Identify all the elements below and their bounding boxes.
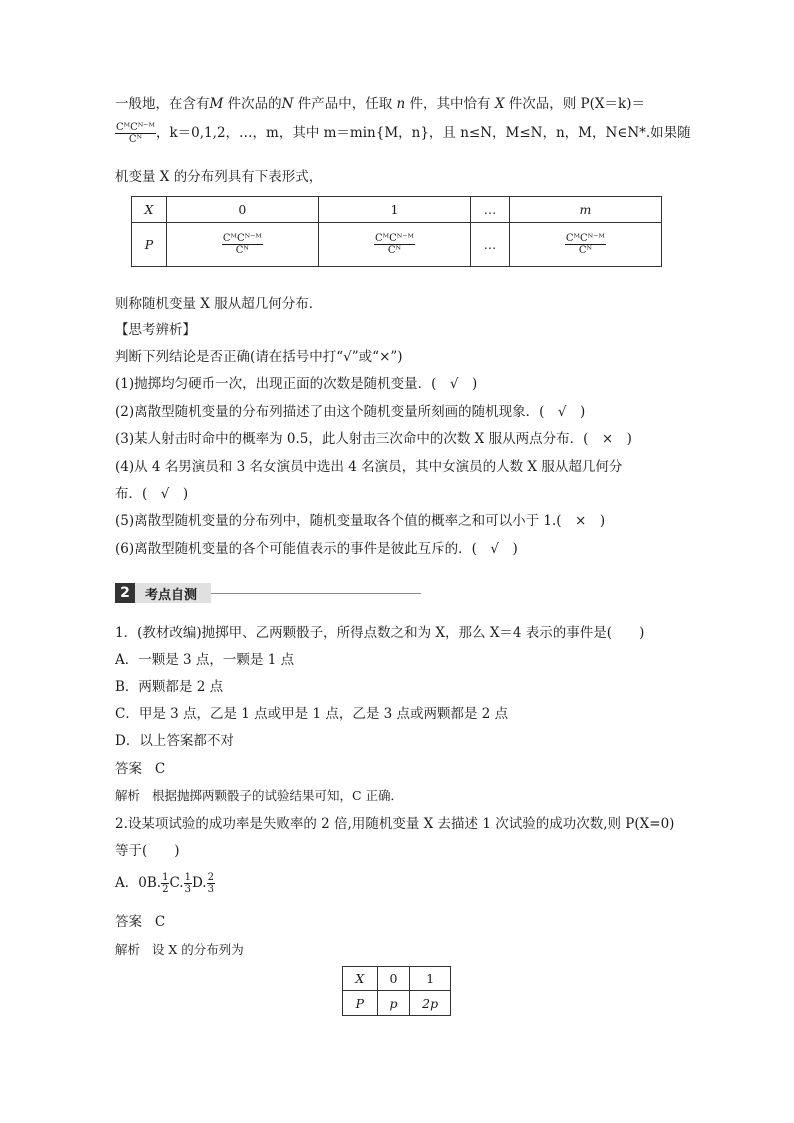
fraction-denominator: 3	[207, 884, 214, 895]
formula-denominator: Cᴺ	[235, 245, 249, 256]
think-item-6: (6)离散型随机变量的各个可能值表示的事件是彼此互斥的．( √ )	[115, 541, 518, 557]
think-item-1: (1)抛掷均匀硬币一次，出现正面的次数是随机变量．( √ )	[115, 376, 478, 392]
hypergeometric-formula	[115, 122, 156, 145]
table-cell: P	[132, 223, 167, 267]
definition-conclusion: 则称随机变量 X 服从超几何分布．	[115, 296, 323, 312]
formula-numerator: CᴹCᴺ⁻ᴹ	[565, 233, 605, 244]
formula-numerator: CᴹCᴺ⁻ᴹ	[222, 233, 262, 244]
think-item-3: (3)某人射击时命中的概率为 0.5，此人射击三次命中的次数 X 服从两点分布．( × )	[115, 431, 632, 447]
intro-line-1	[115, 95, 645, 113]
answer-value: C	[154, 914, 166, 930]
think-item-2: (2)离散型随机变量的分布列描述了由这个随机变量所刻画的随机现象．( √ )	[115, 404, 586, 420]
formula-denominator: Cᴺ	[578, 245, 592, 256]
intro-text: 件产品中，任取	[293, 96, 397, 112]
table-cell	[166, 223, 318, 267]
think-instruction: 判断下列结论是否正确(请在括号中打“√”或“×”)	[115, 349, 403, 365]
table-cell: 0	[166, 197, 318, 223]
section-rule	[211, 593, 421, 594]
table-cell: 1	[410, 967, 451, 991]
table-cell: X	[132, 197, 167, 223]
fraction-numerator: 1	[184, 872, 191, 883]
think-item-5: (5)离散型随机变量的分布列中，随机变量取各个值的概率之和可以小于 1.( × )	[115, 513, 606, 529]
intro-text: ，k＝0,1,2，…，m，其中 m＝min{M，n}，且 n≤N，M≤N，n，M，N∈N*.如果随	[156, 125, 691, 141]
section-header	[115, 582, 421, 604]
table-cell	[318, 223, 470, 267]
formula-numerator: CᴹCᴺ⁻ᴹ	[116, 122, 155, 133]
q1-stem: 1．(教材改编)抛掷甲、乙两颗骰子，所得点数之和为 X，那么 X＝4 表示的事件是( )	[115, 625, 645, 641]
formula-numerator: CᴹCᴺ⁻ᴹ	[374, 233, 414, 244]
section-number: 2	[115, 583, 135, 603]
q1-option-a: A．一颗是 3 点，一颗是 1 点	[115, 652, 295, 668]
intro-line-3: 机变量 X 的分布列具有下表形式，	[115, 169, 323, 185]
fraction-numerator: 2	[207, 872, 214, 883]
section-title: 考点自测	[135, 583, 211, 603]
formula-denominator: Cᴺ	[128, 134, 143, 145]
analysis-label: 解析	[115, 942, 141, 957]
intro-text: 件，其中恰有	[405, 96, 495, 112]
intro-text: 一般地，在含有	[115, 96, 210, 112]
fraction-denominator: 3	[184, 884, 191, 895]
var-M: M	[209, 96, 224, 112]
q1-option-c: C．甲是 3 点，乙是 1 点或甲是 1 点，乙是 3 点或两颗都是 2 点	[115, 706, 509, 722]
think-title: 【思考辨析】	[115, 322, 196, 338]
table-row	[132, 223, 662, 267]
q1-analysis	[115, 787, 403, 805]
answer-value: C	[154, 761, 166, 777]
table-row	[132, 197, 662, 223]
q2-option-c: C.	[169, 875, 184, 891]
q2-stem: 2.设某项试验的成功率是失败率的 2 倍,用随机变量 X 去描述 1 次试验的成功次数,则 P(X=0)	[115, 816, 675, 832]
intro-line-2	[115, 122, 691, 145]
q2-option-b: B.	[146, 875, 162, 891]
q2-answer	[115, 913, 165, 931]
q2-option-d: D.	[191, 875, 207, 891]
table-cell	[509, 223, 661, 267]
fraction-denominator: 2	[162, 884, 169, 895]
intro-text: 件次品的	[223, 96, 282, 112]
q1-answer	[115, 760, 165, 778]
table-cell: …	[471, 197, 510, 223]
analysis-label: 解析	[115, 788, 141, 803]
fraction-numerator: 1	[162, 872, 169, 883]
think-item-4: (4)从 4 名男演员和 3 名女演员中选出 4 名演员，其中女演员的人数 X 服从超几何分	[115, 459, 623, 475]
table-cell: p	[377, 991, 410, 1016]
table-cell: 1	[318, 197, 470, 223]
analysis-text: 设 X 的分布列为	[151, 942, 244, 957]
intro-text: 件次品，则	[504, 96, 581, 112]
q2-stem-cont: 等于( )	[115, 843, 180, 859]
q2-distribution-table	[342, 966, 451, 1016]
answer-label: 答案	[115, 914, 142, 930]
var-n: n	[396, 96, 406, 112]
think-item-4-cont: 布．( √ )	[115, 486, 189, 502]
distribution-table	[131, 196, 662, 267]
q2-analysis	[115, 941, 244, 959]
var-X: X	[494, 96, 505, 112]
q1-option-d: D．以上答案都不对	[115, 733, 234, 749]
var-N: N	[281, 96, 294, 112]
table-row	[343, 967, 451, 991]
probability-expression: P(X＝k)＝	[580, 96, 645, 112]
answer-label: 答案	[115, 761, 142, 777]
formula-denominator: Cᴺ	[387, 245, 402, 256]
table-cell: …	[471, 223, 510, 267]
table-cell: 0	[377, 967, 410, 991]
table-cell: 2p	[410, 991, 451, 1016]
q2-options	[115, 872, 215, 895]
q1-option-b: B．两颗都是 2 点	[115, 679, 224, 695]
table-cell: P	[343, 991, 378, 1016]
table-row	[343, 991, 451, 1016]
table-cell: m	[509, 197, 661, 223]
q2-option-a: A．0	[115, 875, 147, 891]
table-cell: X	[343, 967, 378, 991]
analysis-text: 根据抛掷两颗骰子的试验结果可知，C 正确．	[151, 788, 403, 803]
